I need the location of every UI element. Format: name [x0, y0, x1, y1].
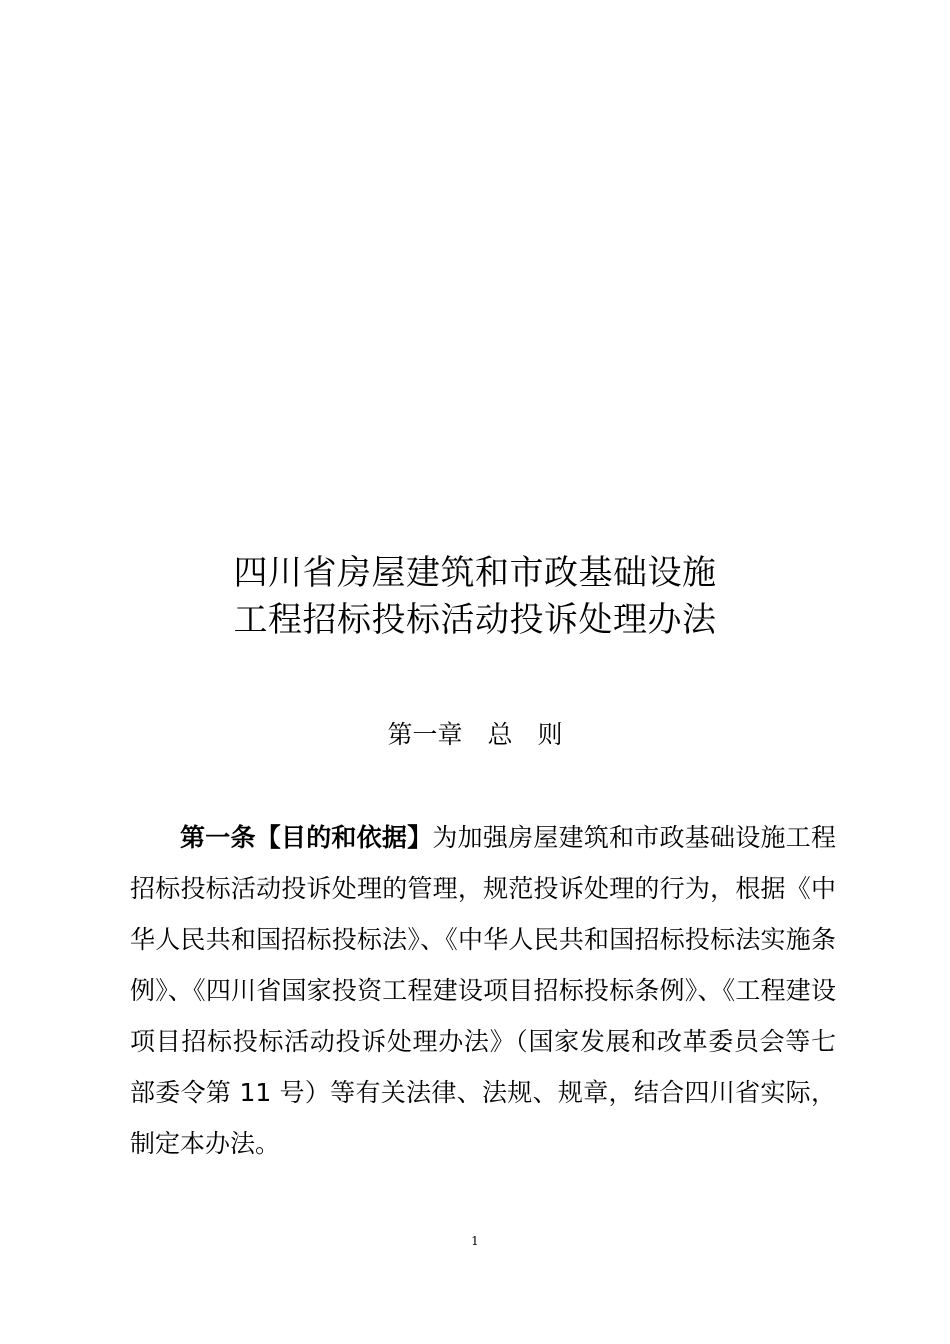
article-paragraph	[130, 812, 836, 1169]
title-line-2: 工程招标投标活动投诉处理办法	[233, 600, 717, 640]
article-text: 为加强房屋建筑和市政基础设施工程招标投标活动投诉处理的管理，规范投诉处理的行为，根据《中华人民共和国招标投标法》、《中华人民共和国招标投标法实施条例》、《四川省国家投资工程建设项目招标投标条例》、《工程建设项目招标投标活动投诉处理办法》（国家发展和改革委员会等七部委令第 11 号）等有关法律、法规、规章，结合四川省实际，制定本办法。	[130, 823, 836, 1158]
chapter-heading: 第一章 总 则	[387, 720, 563, 749]
document-title	[0, 550, 950, 644]
article-label: 第一条【目的和依据】	[180, 823, 433, 852]
page-number: 1	[471, 1234, 479, 1248]
title-line-1: 四川省房屋建筑和市政基础设施	[233, 553, 717, 593]
